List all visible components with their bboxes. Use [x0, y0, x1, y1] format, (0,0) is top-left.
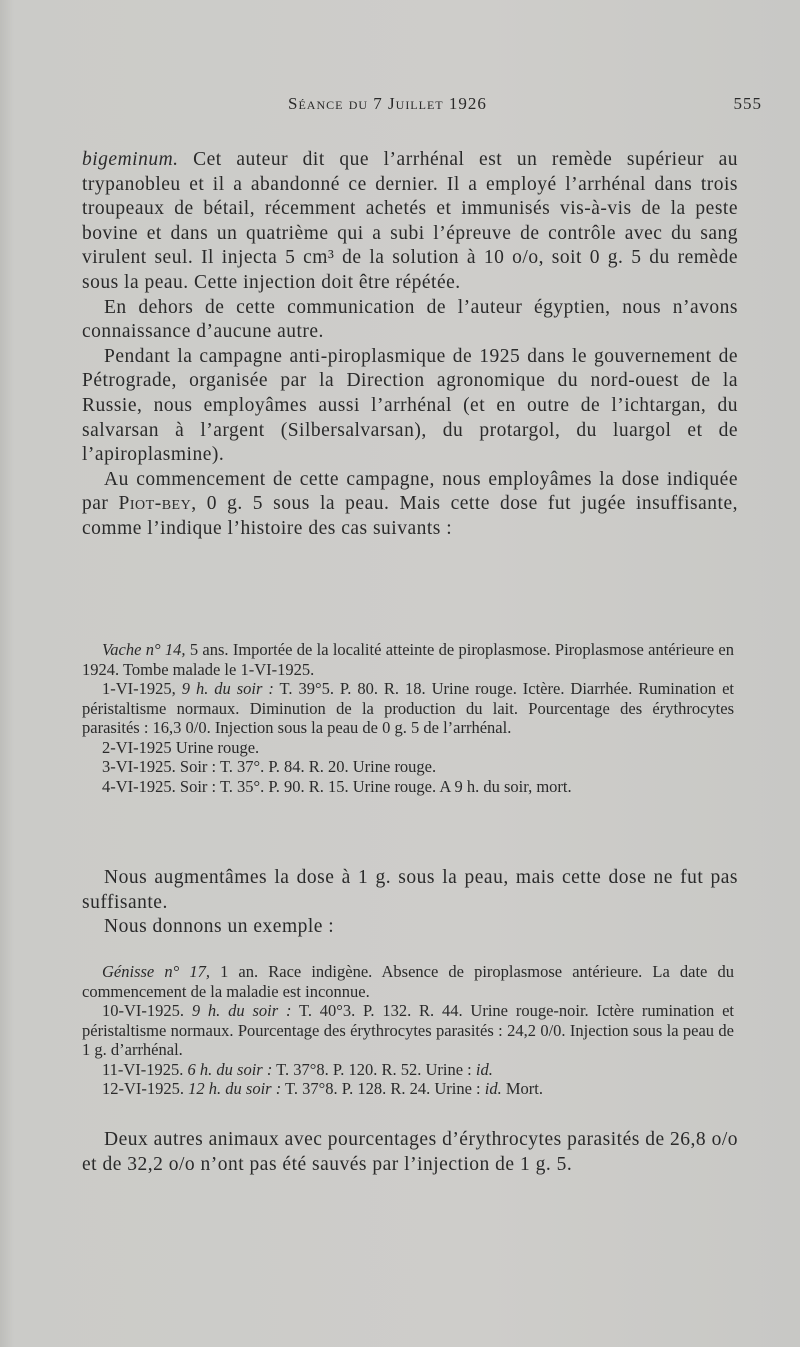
paragraph: En dehors de cette communication de l’auteur égyptien, nous n’avons connaissance d’aucune autre.: [82, 296, 738, 343]
case-date: 11-VI-1925.: [102, 1059, 188, 1079]
idem: id.: [475, 1059, 493, 1079]
case-line: [82, 1079, 734, 1099]
body-block-3: [82, 1128, 738, 1177]
case-line: [82, 679, 734, 738]
paragraph: Nous augmentâmes la dose à 1 g. sous la peau, mais cette dose ne fut pas suffisante.: [82, 867, 738, 913]
case-record-1: [82, 640, 734, 796]
paragraph-text: Au commencement de cette campagne, nous employâmes la dose indiquée par: [82, 468, 738, 515]
case-time: 12 h. du soir :: [188, 1079, 282, 1098]
author-name: Piot-bey: [118, 493, 192, 515]
paragraph-text: Cet auteur dit que l’arrhénal est un remède supérieur au trypanobleu et il a abandonné ce dernier. Il a employé l’arrhénal dans trois troupeaux de bétail, récemment achetés et immunisés vis-à-vis de la peste bovine et dans un quatrième qui a subi l’épreuve de contrôle avec du sang virulent seul. Il injecta 5 cm³ de la solution à 10 o/o, soit 0 g. 5 du remède sous la peau. Cette injection doit être répétée.: [82, 149, 738, 293]
case-label: Vache n° 14,: [102, 640, 186, 659]
case-line: [82, 1001, 734, 1060]
case-label: Génisse n° 17,: [102, 962, 210, 981]
case-line: [82, 1060, 734, 1080]
case-line: [82, 640, 734, 679]
case-line: 3-VI-1925. Soir : T. 37°. P. 84. R. 20. Urine rouge.: [102, 757, 437, 776]
case-text: Mort.: [501, 1079, 543, 1098]
body-block-1: [82, 148, 738, 542]
case-line: [82, 962, 734, 1001]
case-text: T. 39°5. P. 80. R. 18. Urine rouge. Ictère. Diarrhée. Rumination et péristaltisme normaux. Diminution de la production du lait. Pourcentage des érythrocytes parasités : 16,3 0/0. Injection sous la peau de 0 g. 5 de l’arrhénal.: [82, 679, 734, 737]
italic-word: bigeminum.: [82, 149, 179, 170]
case-text: T. 40°3. P. 132. R. 44. Urine rouge-noir. Ictère rumination et péristaltisme normaux. Pourcentage des érythrocytes parasités : 24,2 0/0. Injection sous la peau de 1 g. d’arrhénal.: [82, 1001, 734, 1059]
paragraph: [82, 468, 738, 542]
case-date: 1-VI-1925,: [102, 679, 182, 698]
paragraph: Deux autres animaux avec pourcentages d’érythrocytes parasités de 26,8 o/o et de 32,2 o/o n’ont pas été sauvés par l’injection de 1 g. 5.: [82, 1129, 738, 1175]
paragraph: [82, 148, 738, 296]
case-time: 9 h. du soir :: [181, 679, 274, 698]
case-line: 4-VI-1925. Soir : T. 35°. P. 90. R. 15. Urine rouge. A 9 h. du soir, mort.: [102, 776, 572, 796]
case-record-2: [82, 962, 734, 1099]
case-text: 1 an. Race indigène. Absence de piroplasmose antérieure. La date du commencement de la maladie est inconnue.: [82, 962, 734, 1001]
case-text: T. 37°8. P. 128. R. 24. Urine :: [281, 1079, 485, 1098]
paragraph-text: , 0 g. 5 sous la peau. Mais cette dose fut jugée insuffisante, comme l’indique l’histoire des cas suivants :: [82, 493, 738, 539]
running-head: [0, 94, 800, 122]
case-date: 10-VI-1925.: [102, 1001, 192, 1020]
body-block-2: [82, 866, 738, 940]
case-time: 9 h. du soir :: [191, 1001, 292, 1020]
idem: id.: [484, 1079, 502, 1098]
case-date: 12-VI-1925.: [102, 1079, 189, 1098]
page-number: 555: [733, 94, 762, 113]
case-text: T. 37°8. P. 120. R. 52. Urine :: [272, 1059, 476, 1079]
paragraph: Pendant la campagne anti-piroplasmique de 1925 dans le gouvernement de Pétrograde, organisée par la Direction agronomique du nord-ouest de la Russie, nous employâmes aussi l’arrhénal (et en outre de l’ichtargan, du salvarsan à l’argent (Silbersalvarsan), du protargol, du luargol et de l’apiroplasmine).: [82, 345, 738, 466]
paragraph: Nous donnons un exemple :: [104, 916, 335, 938]
running-title: Séance du 7 Juillet 1926: [288, 94, 487, 113]
case-text: 5 ans. Importée de la localité atteinte de piroplasmose. Piroplasmose antérieure en 1924. Tombe malade le 1-VI-1925.: [82, 640, 734, 679]
case-time: 6 h. du soir :: [187, 1059, 273, 1079]
case-line: 2-VI-1925 Urine rouge.: [102, 737, 260, 757]
